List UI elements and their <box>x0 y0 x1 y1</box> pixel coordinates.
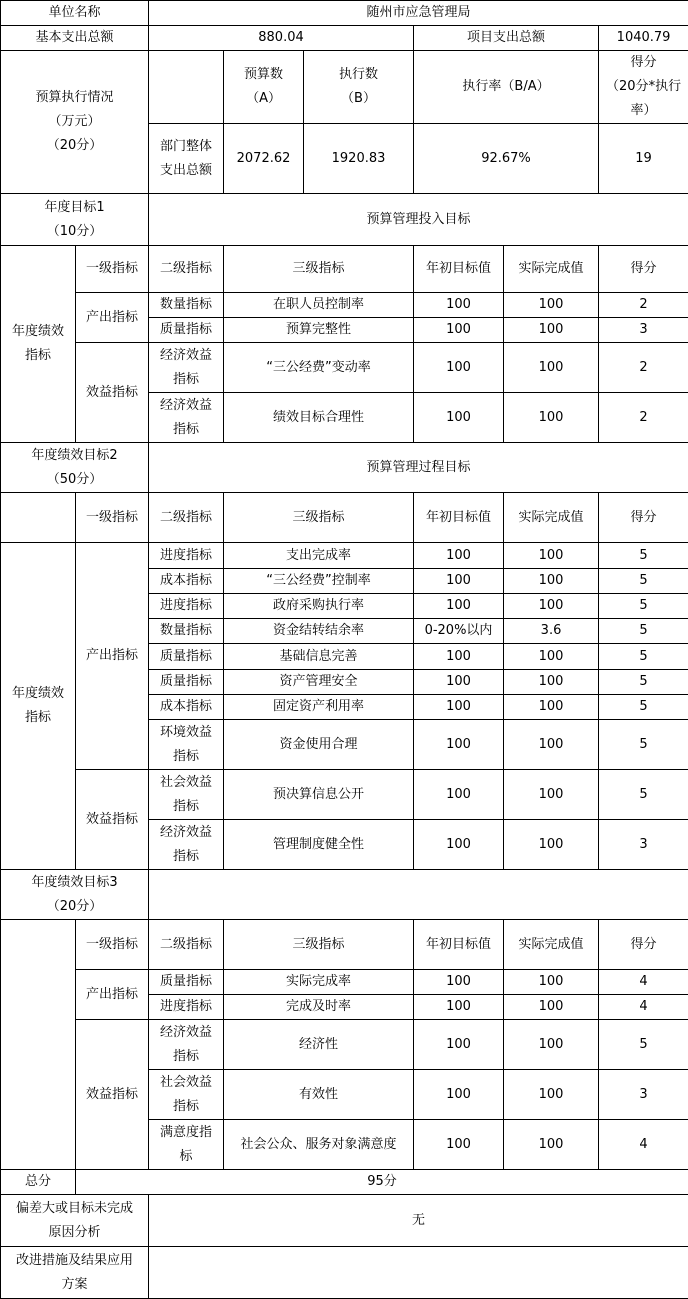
goal2-target: 100 <box>414 644 504 670</box>
goal2-l3: 预决算信息公开 <box>224 770 414 820</box>
goal2-l2: 成本指标 <box>149 569 224 594</box>
goal3-header-target: 年初目标值 <box>414 920 504 970</box>
budget-corner <box>149 51 224 124</box>
goal2-l2: 进度指标 <box>149 594 224 619</box>
goal3-actual: 100 <box>504 1070 599 1120</box>
goal2-header-target: 年初目标值 <box>414 493 504 543</box>
goal1-l3: 绩效目标合理性 <box>224 393 414 443</box>
goal3-header-lv1: 一级指标 <box>76 920 149 970</box>
project-exp-label: 项目支出总额 <box>414 26 599 51</box>
goal1-header-score: 得分 <box>599 246 688 293</box>
goal3-l2: 社会效益 指标 <box>149 1070 224 1120</box>
goal2-l3: 资产管理安全 <box>224 670 414 695</box>
goal2-actual: 100 <box>504 720 599 770</box>
goal2-actual: 100 <box>504 670 599 695</box>
total-label: 总分 <box>1 1170 76 1195</box>
goal2-actual: 100 <box>504 644 599 670</box>
goal2-l3: 基础信息完善 <box>224 644 414 670</box>
goal3-l2: 质量指标 <box>149 970 224 995</box>
table-row <box>1 970 688 995</box>
goal2-score: 5 <box>599 619 688 644</box>
goal2-score: 5 <box>599 594 688 619</box>
goal2-score: 5 <box>599 569 688 594</box>
goal3-l1-output: 产出指标 <box>76 970 149 1020</box>
goal2-header-lv2: 二级指标 <box>149 493 224 543</box>
goal3-l2: 经济效益 指标 <box>149 1020 224 1070</box>
goal1-actual: 100 <box>504 318 599 343</box>
goal1-score: 3 <box>599 318 688 343</box>
goal2-l2: 成本指标 <box>149 695 224 720</box>
goal2-actual: 100 <box>504 543 599 569</box>
goal1-label: 年度目标1 （10分） <box>1 194 149 246</box>
goal2-score: 5 <box>599 670 688 695</box>
goal1-actual: 100 <box>504 293 599 318</box>
goal3-score: 3 <box>599 1070 688 1120</box>
table-row <box>1 293 688 318</box>
goal1-header-lv2: 二级指标 <box>149 246 224 293</box>
goal2-label: 年度绩效目标2 （50分） <box>1 443 149 493</box>
goal2-score: 5 <box>599 770 688 820</box>
goal3-header-score: 得分 <box>599 920 688 970</box>
goal2-header-blank <box>1 493 76 543</box>
goal2-header-lv3: 三级指标 <box>224 493 414 543</box>
goal1-score: 2 <box>599 293 688 318</box>
goal2-l2: 质量指标 <box>149 670 224 695</box>
goal2-actual: 100 <box>504 695 599 720</box>
goal1-l3: 预算完整性 <box>224 318 414 343</box>
budget-row-label: 部门整体 支出总额 <box>149 124 224 194</box>
goal3-l3: 实际完成率 <box>224 970 414 995</box>
goal2-score: 5 <box>599 644 688 670</box>
goal2-l3: 政府采购执行率 <box>224 594 414 619</box>
budget-a: 2072.62 <box>224 124 304 194</box>
goal1-l1-benefit: 效益指标 <box>76 343 149 443</box>
goal2-target: 0-20%以内 <box>414 619 504 644</box>
basic-exp-label: 基本支出总额 <box>1 26 149 51</box>
goal2-target: 100 <box>414 543 504 569</box>
goal1-l2: 经济效益 指标 <box>149 393 224 443</box>
basic-exp-value: 880.04 <box>149 26 414 51</box>
goal2-l3: 固定资产利用率 <box>224 695 414 720</box>
goal2-actual: 100 <box>504 594 599 619</box>
goal1-header-lv3: 三级指标 <box>224 246 414 293</box>
goal2-target: 100 <box>414 594 504 619</box>
goal2-actual: 3.6 <box>504 619 599 644</box>
goal2-l1-benefit: 效益指标 <box>76 770 149 870</box>
goal2-l2: 环境效益 指标 <box>149 720 224 770</box>
goal3-target: 100 <box>414 970 504 995</box>
goal2-l2: 数量指标 <box>149 619 224 644</box>
goal1-target: 100 <box>414 293 504 318</box>
goal1-header-target: 年初目标值 <box>414 246 504 293</box>
goal1-header-actual: 实际完成值 <box>504 246 599 293</box>
unit-name-value: 随州市应急管理局 <box>149 1 688 26</box>
goal3-score: 4 <box>599 995 688 1020</box>
goal2-l3: 支出完成率 <box>224 543 414 569</box>
goal2-target: 100 <box>414 670 504 695</box>
goal1-l3: 在职人员控制率 <box>224 293 414 318</box>
goal1-l2: 经济效益 指标 <box>149 343 224 393</box>
goal1-target: 100 <box>414 343 504 393</box>
goal3-target: 100 <box>414 1070 504 1120</box>
budget-b: 1920.83 <box>304 124 414 194</box>
deviation-label: 偏差大或目标未完成 原因分析 <box>1 1195 149 1247</box>
goal2-l2: 社会效益 指标 <box>149 770 224 820</box>
goal3-target: 100 <box>414 995 504 1020</box>
goal2-l3: 管理制度健全性 <box>224 820 414 870</box>
goal3-l3: 社会公众、服务对象满意度 <box>224 1120 414 1170</box>
goal3-label: 年度绩效目标3 （20分） <box>1 870 149 920</box>
budget-rate: 92.67% <box>414 124 599 194</box>
goal2-l2: 经济效益 指标 <box>149 820 224 870</box>
goal1-title: 预算管理投入目标 <box>149 194 688 246</box>
budget-col-score-cell: 得分 （20分*执行率） <box>599 51 688 124</box>
goal2-target: 100 <box>414 720 504 770</box>
goal1-target: 100 <box>414 393 504 443</box>
goal3-l1-benefit: 效益指标 <box>76 1020 149 1170</box>
goal1-l2: 质量指标 <box>149 318 224 343</box>
budget-label: 预算执行情况 （万元） （20分） <box>1 51 149 194</box>
goal3-l2: 满意度指 标 <box>149 1120 224 1170</box>
budget-col-a: 预算数 （A） <box>224 51 304 124</box>
goal3-header-lv2: 二级指标 <box>149 920 224 970</box>
total-value: 95分 <box>76 1170 688 1195</box>
table-row <box>1 1020 688 1070</box>
goal3-l3: 完成及时率 <box>224 995 414 1020</box>
goal3-l3: 经济性 <box>224 1020 414 1070</box>
goal1-l1-output: 产出指标 <box>76 293 149 343</box>
goal2-header-score: 得分 <box>599 493 688 543</box>
goal2-l3: 资金使用合理 <box>224 720 414 770</box>
goal1-l2: 数量指标 <box>149 293 224 318</box>
budget-score: 19 <box>599 124 688 194</box>
goal2-header-lv1: 一级指标 <box>76 493 149 543</box>
goal3-actual: 100 <box>504 995 599 1020</box>
goal3-score: 4 <box>599 970 688 995</box>
goal2-score: 5 <box>599 543 688 569</box>
goal2-score: 5 <box>599 720 688 770</box>
goal1-header-lv1: 一级指标 <box>76 246 149 293</box>
goal2-score: 3 <box>599 820 688 870</box>
improve-value <box>149 1247 688 1299</box>
goal2-l3: “三公经费”控制率 <box>224 569 414 594</box>
goal2-title: 预算管理过程目标 <box>149 443 688 493</box>
goal3-title <box>149 870 688 920</box>
goal1-actual: 100 <box>504 393 599 443</box>
goal2-actual: 100 <box>504 820 599 870</box>
goal2-target: 100 <box>414 770 504 820</box>
goal2-perf-label: 年度绩效 指标 <box>1 543 76 870</box>
goal2-l2: 质量指标 <box>149 644 224 670</box>
goal1-score: 2 <box>599 343 688 393</box>
goal2-l3: 资金结转结余率 <box>224 619 414 644</box>
goal3-actual: 100 <box>504 1120 599 1170</box>
goal2-target: 100 <box>414 569 504 594</box>
goal1-actual: 100 <box>504 343 599 393</box>
goal3-actual: 100 <box>504 970 599 995</box>
goal2-actual: 100 <box>504 770 599 820</box>
table-row <box>1 770 688 820</box>
goal2-target: 100 <box>414 820 504 870</box>
goal3-header-lv3: 三级指标 <box>224 920 414 970</box>
goal3-score: 5 <box>599 1020 688 1070</box>
goal2-l2: 进度指标 <box>149 543 224 569</box>
goal3-l2: 进度指标 <box>149 995 224 1020</box>
goal3-perf-blank <box>1 920 76 1170</box>
table-row <box>1 343 688 393</box>
goal2-target: 100 <box>414 695 504 720</box>
goal2-header-actual: 实际完成值 <box>504 493 599 543</box>
goal1-l3: “三公经费”变动率 <box>224 343 414 393</box>
goal2-l1-output: 产出指标 <box>76 543 149 770</box>
goal1-perf-label: 年度绩效 指标 <box>1 246 76 443</box>
budget-col-rate: 执行率（B/A） <box>414 51 599 124</box>
table-row <box>1 543 688 569</box>
project-exp-value: 1040.79 <box>599 26 688 51</box>
goal2-score: 5 <box>599 695 688 720</box>
goal3-target: 100 <box>414 1020 504 1070</box>
goal3-target: 100 <box>414 1120 504 1170</box>
goal3-score: 4 <box>599 1120 688 1170</box>
unit-name-label: 单位名称 <box>1 1 149 26</box>
goal3-header-actual: 实际完成值 <box>504 920 599 970</box>
goal1-target: 100 <box>414 318 504 343</box>
goal2-actual: 100 <box>504 569 599 594</box>
budget-col-b: 执行数 （B） <box>304 51 414 124</box>
improve-label: 改进措施及结果应用 方案 <box>1 1247 149 1299</box>
goal3-l3: 有效性 <box>224 1070 414 1120</box>
goal1-score: 2 <box>599 393 688 443</box>
deviation-value: 无 <box>149 1195 688 1247</box>
goal3-actual: 100 <box>504 1020 599 1070</box>
